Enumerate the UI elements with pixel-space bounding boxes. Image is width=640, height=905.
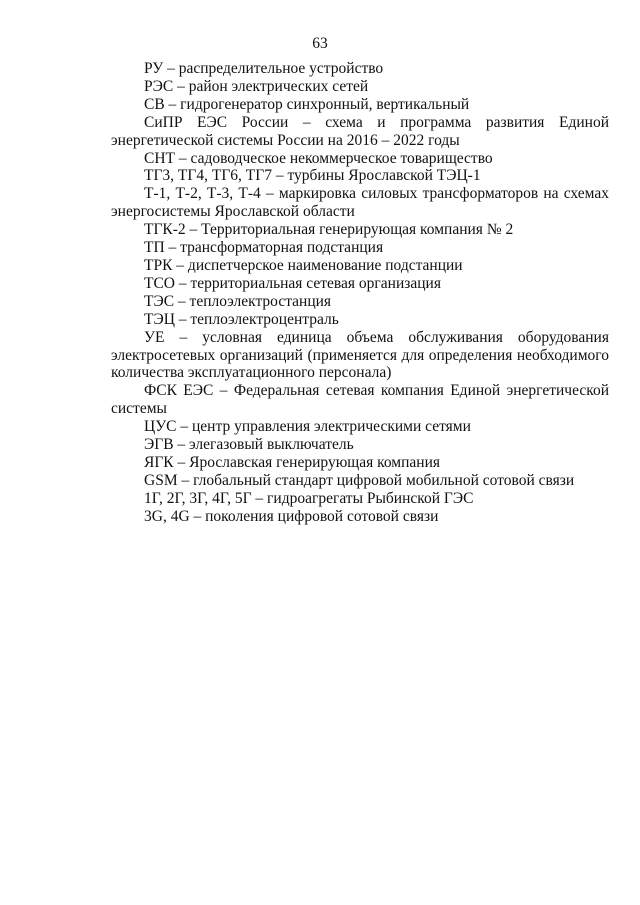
list-item: ЯГК – Ярославская генерирующая компания [144,453,440,471]
list-item: УЕ – условная единица объема обслуживания оборудования электросетевых организаций (применяется для определения необходимого количества эксплуатационного персонала) [111,328,609,382]
list-item: СВ – гидрогенератор синхронный, вертикальный [144,95,470,113]
list-item: ТГ3, ТГ4, ТГ6, ТГ7 – турбины Ярославской ТЭЦ-1 [144,167,481,185]
list-item: ЭГВ – элегазовый выключатель [144,436,354,454]
list-item: 3G, 4G – поколения цифровой сотовой связи [144,507,439,525]
list-item: ТРК – диспетчерское наименование подстанции [144,256,463,274]
list-item: ФСК ЕЭС – Федеральная сетевая компания Единой энергетической системы [111,382,609,418]
list-item: ТП – трансформаторная подстанция [144,239,384,257]
abbreviations-list [111,60,609,526]
list-item: ЦУС – центр управления электрическими сетями [144,418,471,436]
list-item: Т-1, Т-2, Т-3, Т-4 – маркировка силовых трансформаторов на схемах энергосистемы Ярославской области [111,185,609,221]
list-item: СНТ – садоводческое некоммерческое товарищество [144,149,493,167]
list-item: РУ – распределительное устройство [144,60,384,77]
list-item: РЭС – район электрических сетей [144,77,369,95]
page-number: 63 [312,35,328,52]
list-item: СиПР ЕЭС России – схема и программа развития Единой энергетической системы России на 2016 – 2022 годы [111,113,609,149]
list-item: ТЭС – теплоэлектростанция [144,292,332,310]
list-item: ТГК-2 – Территориальная генерирующая компания № 2 [144,221,514,239]
list-item: ТЭЦ – теплоэлектроцентраль [144,310,339,328]
list-item: ТСО – территориальная сетевая организация [144,274,441,292]
list-item: 1Г, 2Г, 3Г, 4Г, 5Г – гидроагрегаты Рыбинской ГЭС [144,489,474,507]
list-item: GSM – глобальный стандарт цифровой мобильной сотовой связи [144,471,575,489]
